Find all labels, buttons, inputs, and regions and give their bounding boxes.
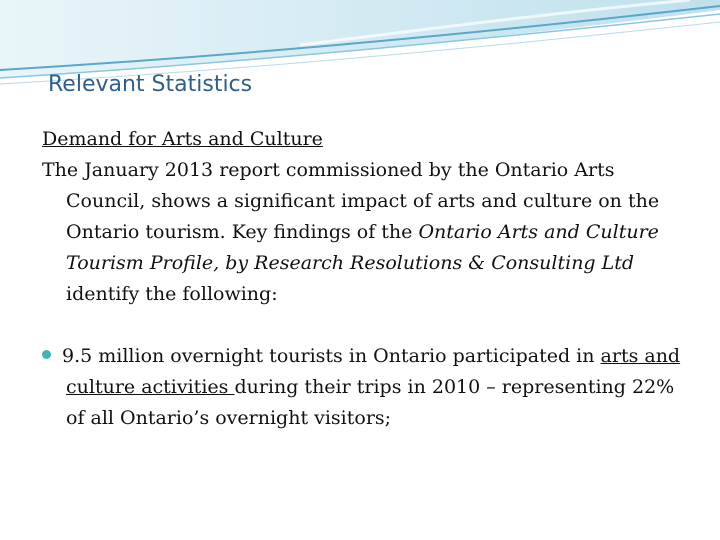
- list-item: 9.5 million overnight tourists in Ontario participated in arts and culture activities during their trips in 2010 – representing 22% of all Ontario’s overnight visitors;: [42, 341, 682, 434]
- bullet-icon: [42, 350, 51, 359]
- intro-paragraph: The January 2013 report commissioned by the Ontario Arts Council, shows a significant impact of arts and culture on the Ontario tourism. Key findings of the Ontario Arts and Culture Tourism Profile, by Research Resolutions & Consulting Ltd identify the following:: [42, 159, 660, 305]
- section-heading: Demand for Arts and Culture: [42, 128, 323, 150]
- arts-culture-link[interactable]: arts and culture activities: [66, 345, 681, 398]
- slide-content: [42, 124, 682, 434]
- report-title: Ontario Arts and Culture Tourism Profile, by Research Resolutions & Consulting Ltd: [66, 221, 659, 274]
- slide-title: Relevant Statistics: [48, 72, 253, 97]
